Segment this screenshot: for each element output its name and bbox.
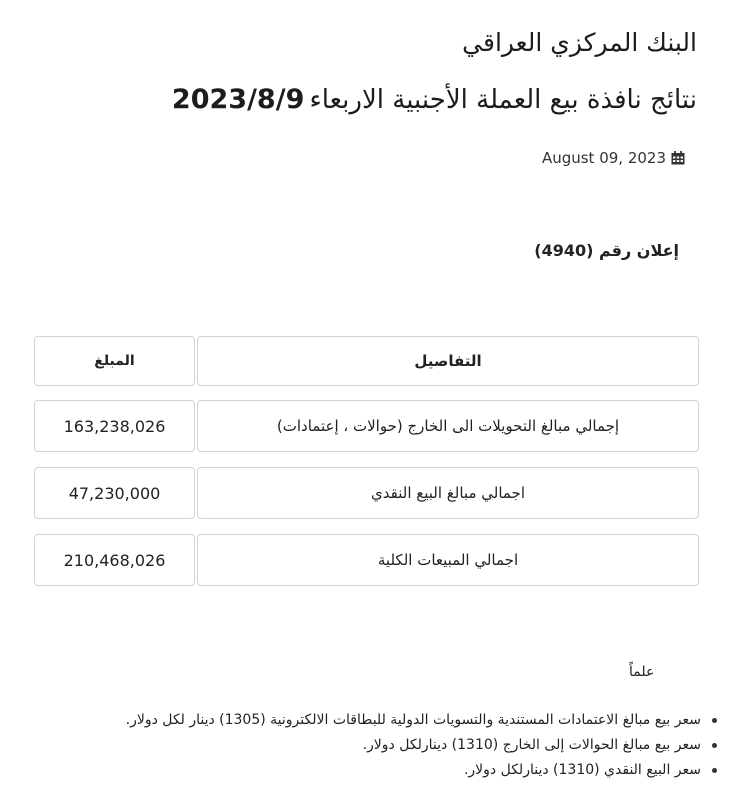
bank-name: البنك المركزي العراقي	[462, 28, 697, 57]
notes-list	[126, 708, 717, 783]
note-text: سعر البيع النقدي (1310) دينارلكل دولار.	[463, 762, 701, 778]
table-row-detail: اجمالي المبيعات الكلية	[197, 534, 699, 586]
list-item	[126, 733, 717, 758]
calendar-icon	[671, 151, 685, 165]
notes-label: علماً	[629, 664, 655, 680]
table-row-detail: اجمالي مبالغ البيع النقدي	[197, 467, 699, 519]
post-date-text: August 09, 2023	[541, 149, 666, 167]
table-header-details: التفاصيل	[197, 336, 699, 386]
list-item	[126, 708, 717, 733]
table-header-amount: المبلغ	[34, 336, 195, 386]
note-text: سعر بيع مبالغ الحوالات إلى الخارج (1310) دينارلكل دولار.	[362, 737, 701, 753]
table-row-detail: إجمالي مبالغ التحويلات الى الخارج (حوالات ، إعتمادات)	[197, 400, 699, 452]
list-item	[126, 758, 717, 783]
bullet-icon	[712, 743, 717, 748]
page-title-date: 2023/8/9	[171, 84, 305, 115]
page-title	[172, 84, 697, 115]
note-text: سعر بيع مبالغ الاعتمادات المستندية والتسويات الدولية للبطاقات الالكترونية (1305) دينار لكل دولار.	[125, 712, 701, 728]
bullet-icon	[712, 718, 717, 723]
table-row-amount: 163,238,026	[34, 400, 195, 452]
post-date	[542, 149, 685, 167]
table-row-amount: 47,230,000	[34, 467, 195, 519]
bullet-icon	[712, 768, 717, 773]
page-title-text: نتائج نافذة بيع العملة الأجنبية الاربعاء	[309, 85, 697, 115]
table-row-amount: 210,468,026	[34, 534, 195, 586]
announcement-number: إعلان رقم (4940)	[534, 241, 679, 260]
